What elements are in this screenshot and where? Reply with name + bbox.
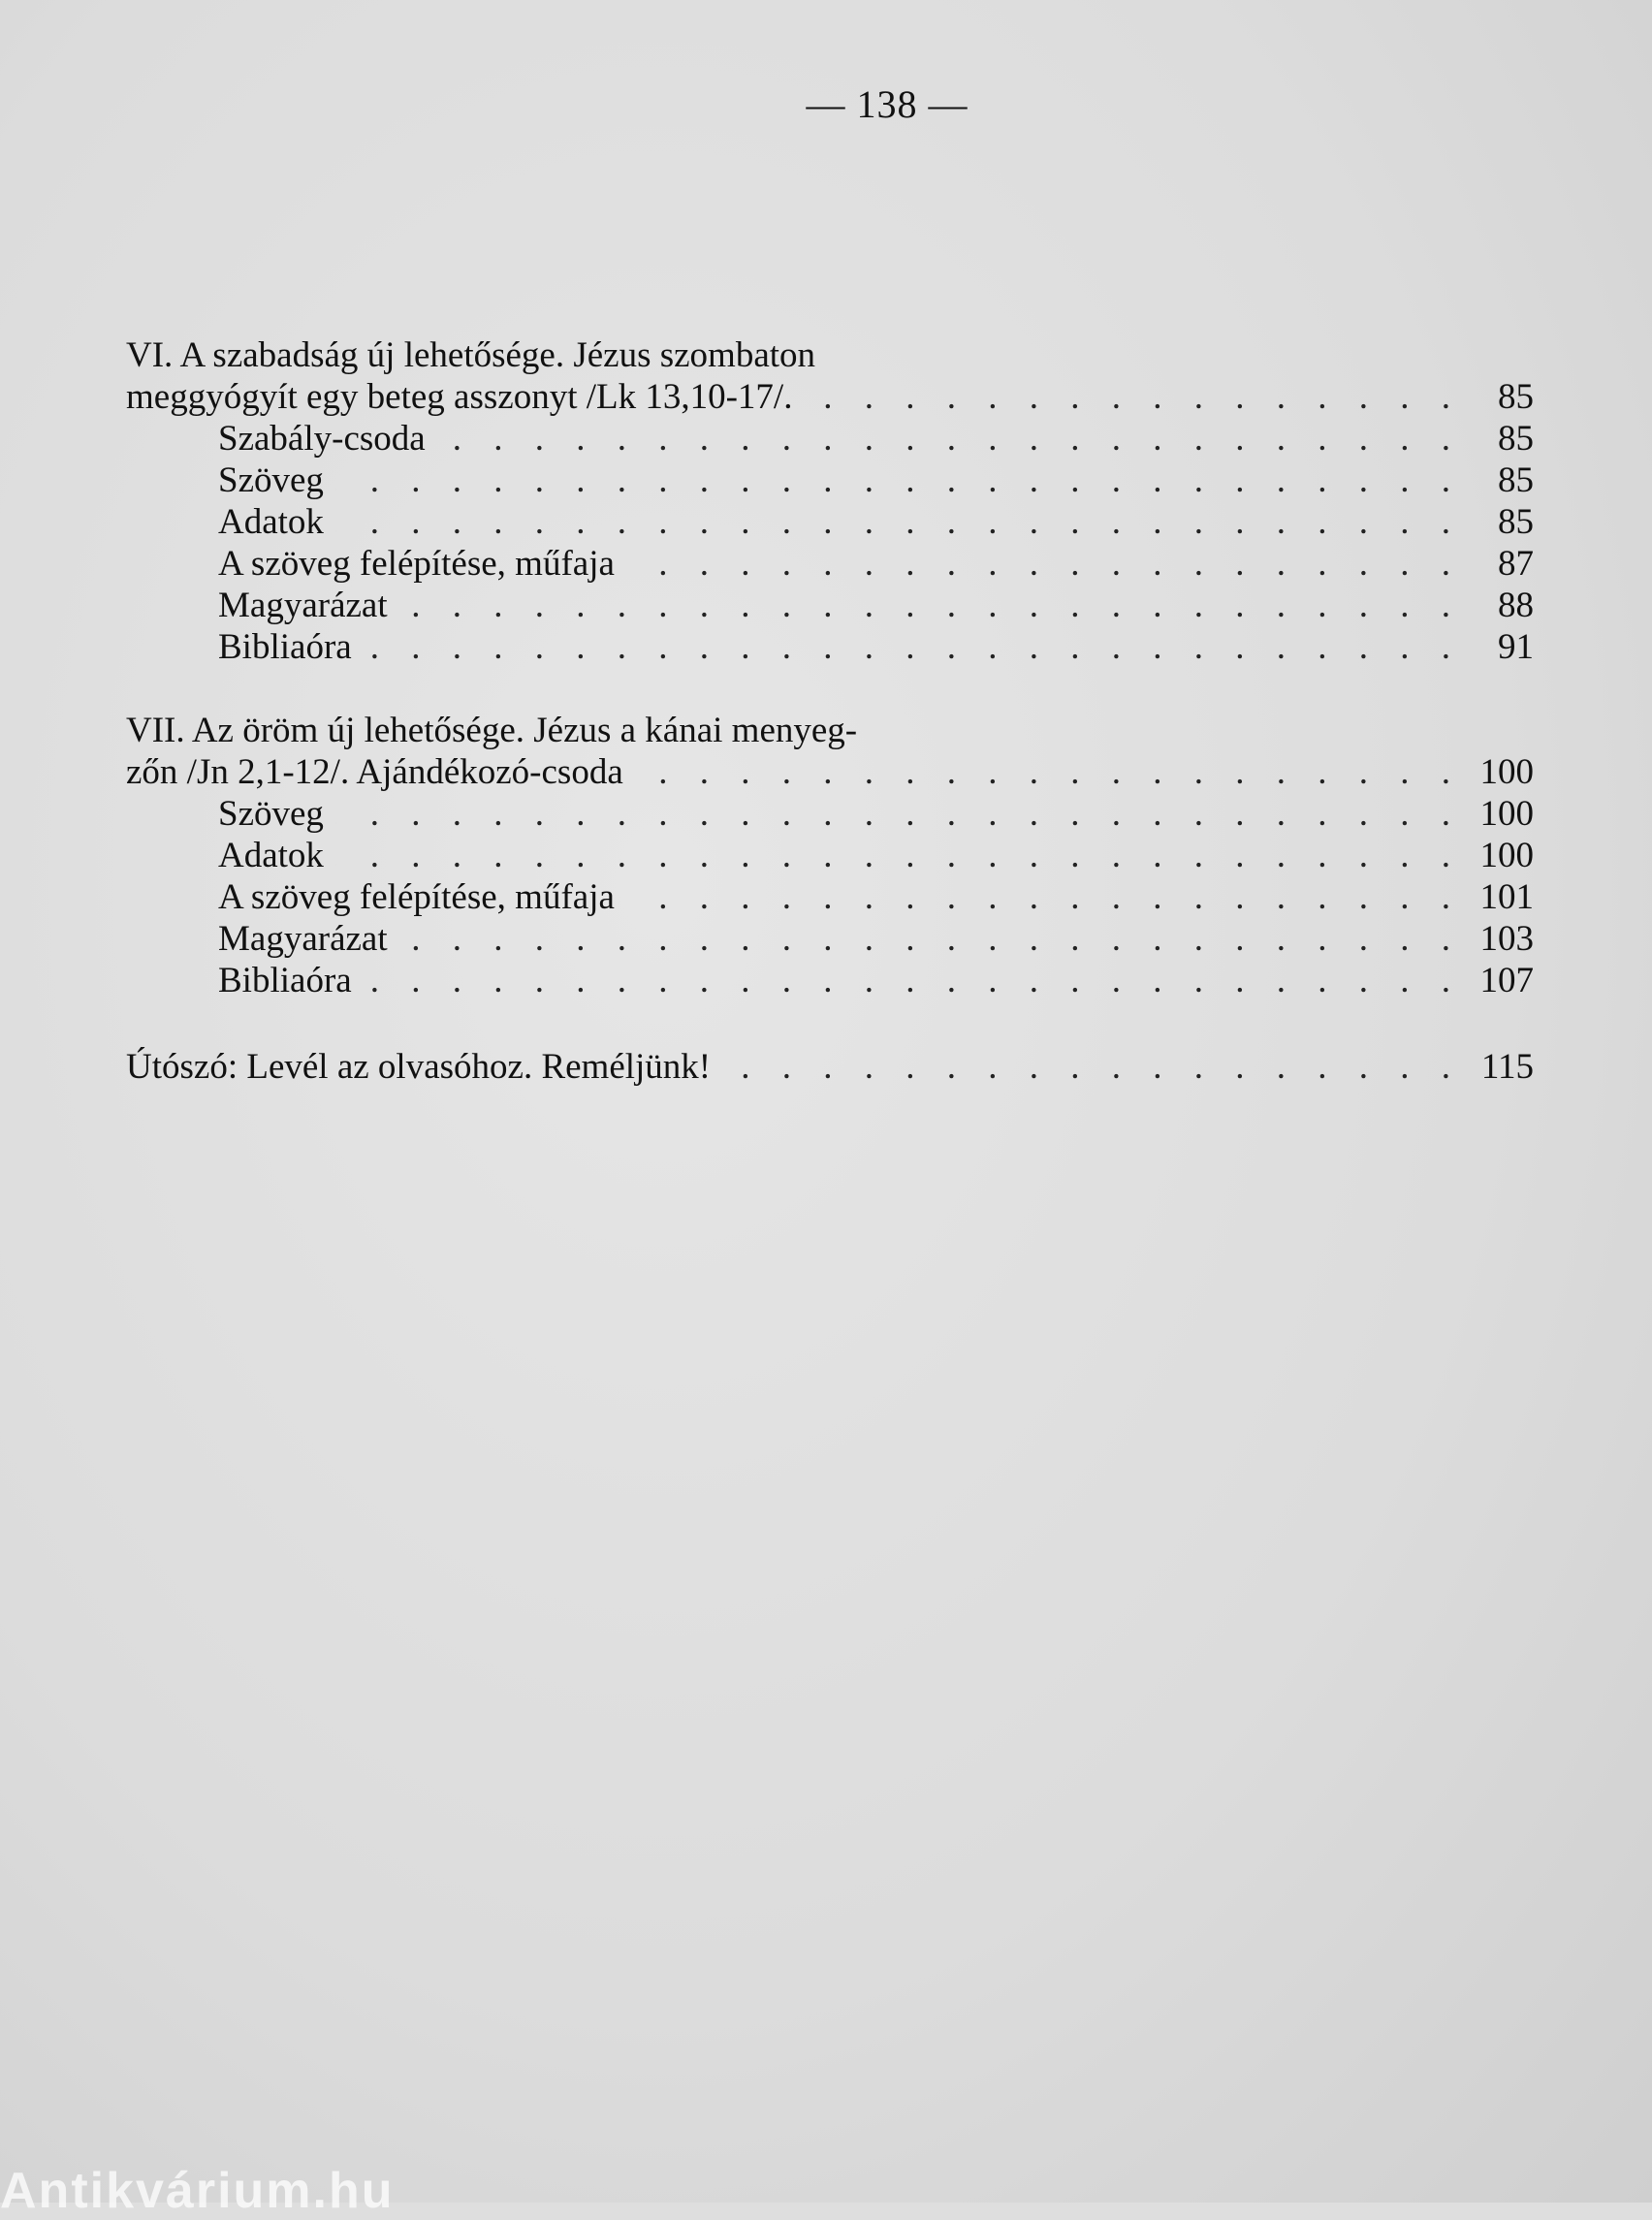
- dot-leader: [364, 960, 1462, 1001]
- section-title-line: VII. Az öröm új lehetősége. Jézus a kánai menyeg-: [126, 711, 858, 750]
- dot-leader: [626, 876, 1462, 918]
- dot-leader: [635, 751, 1462, 793]
- entry-label: Szabály-csoda: [218, 419, 426, 459]
- toc-entry: [126, 876, 1534, 918]
- section-title-line: meggyógyít egy beteg asszonyt /Lk 13,10-17/.: [126, 377, 793, 417]
- dot-leader: [399, 918, 1462, 960]
- page-ref: 85: [1498, 460, 1534, 500]
- dot-leader: [364, 626, 1462, 668]
- page-ref: 100: [1479, 836, 1534, 875]
- entry-label: Magyarázat: [218, 586, 388, 625]
- toc-entry: [126, 543, 1534, 585]
- section-title-line: VI. A szabadság új lehetősége. Jézus szombaton: [126, 335, 816, 375]
- toc-entry-epilogue: [126, 1046, 1534, 1088]
- dot-leader: [804, 376, 1462, 418]
- entry-label: Szöveg: [218, 794, 324, 834]
- toc-section-vi: [126, 334, 1534, 668]
- page-ref: 103: [1479, 919, 1534, 959]
- toc-entry: [126, 501, 1534, 543]
- toc-entry: [126, 376, 1534, 418]
- dot-leader: [437, 418, 1462, 460]
- section-spacer: [126, 668, 1534, 710]
- toc-entry: [126, 918, 1534, 960]
- page-ref: 100: [1479, 794, 1534, 834]
- page-ref: 85: [1498, 419, 1534, 459]
- entry-label: Szöveg: [218, 460, 324, 500]
- page-ref: 100: [1479, 752, 1534, 792]
- page-ref: 115: [1480, 1047, 1534, 1087]
- dot-leader: [722, 1046, 1462, 1088]
- page-ref: 85: [1498, 502, 1534, 542]
- watermark: Antikvárium.hu: [0, 2163, 395, 2219]
- page-number: — 138 —: [806, 82, 969, 126]
- toc-entry: [126, 751, 1534, 793]
- entry-label: Útószó: Levél az olvasóhoz. Reméljünk!: [126, 1047, 712, 1087]
- dot-leader: [335, 460, 1462, 501]
- toc-entry: [126, 835, 1534, 876]
- page-ref: 101: [1479, 877, 1534, 917]
- entry-label: Magyarázat: [218, 919, 388, 959]
- page-ref: 107: [1479, 961, 1534, 1000]
- section-spacer: [126, 1001, 1534, 1046]
- page-ref: 87: [1498, 544, 1534, 584]
- toc-entry: [126, 585, 1534, 626]
- toc-entry: [126, 418, 1534, 460]
- page-ref: 88: [1498, 586, 1534, 625]
- entry-label: Adatok: [218, 502, 324, 542]
- entry-label: Bibliaóra: [218, 961, 352, 1000]
- table-of-contents: [126, 334, 1534, 1088]
- dot-leader: [335, 501, 1462, 543]
- entry-label: Bibliaóra: [218, 627, 352, 667]
- toc-entry: [126, 960, 1534, 1001]
- dot-leader: [626, 543, 1462, 585]
- entry-label: A szöveg felépítése, műfaja: [218, 544, 615, 584]
- toc-section-vii: [126, 710, 1534, 1001]
- dot-leader: [335, 835, 1462, 876]
- dot-leader: [335, 793, 1462, 835]
- page-ref: 91: [1498, 627, 1534, 667]
- section-title-line: zőn /Jn 2,1-12/. Ajándékozó-csoda: [126, 752, 623, 792]
- toc-entry: [126, 793, 1534, 835]
- toc-entry: [126, 626, 1534, 668]
- page-ref: 85: [1498, 377, 1534, 417]
- entry-label: A szöveg felépítése, műfaja: [218, 877, 615, 917]
- toc-entry: [126, 460, 1534, 501]
- dot-leader: [399, 585, 1462, 626]
- entry-label: Adatok: [218, 836, 324, 875]
